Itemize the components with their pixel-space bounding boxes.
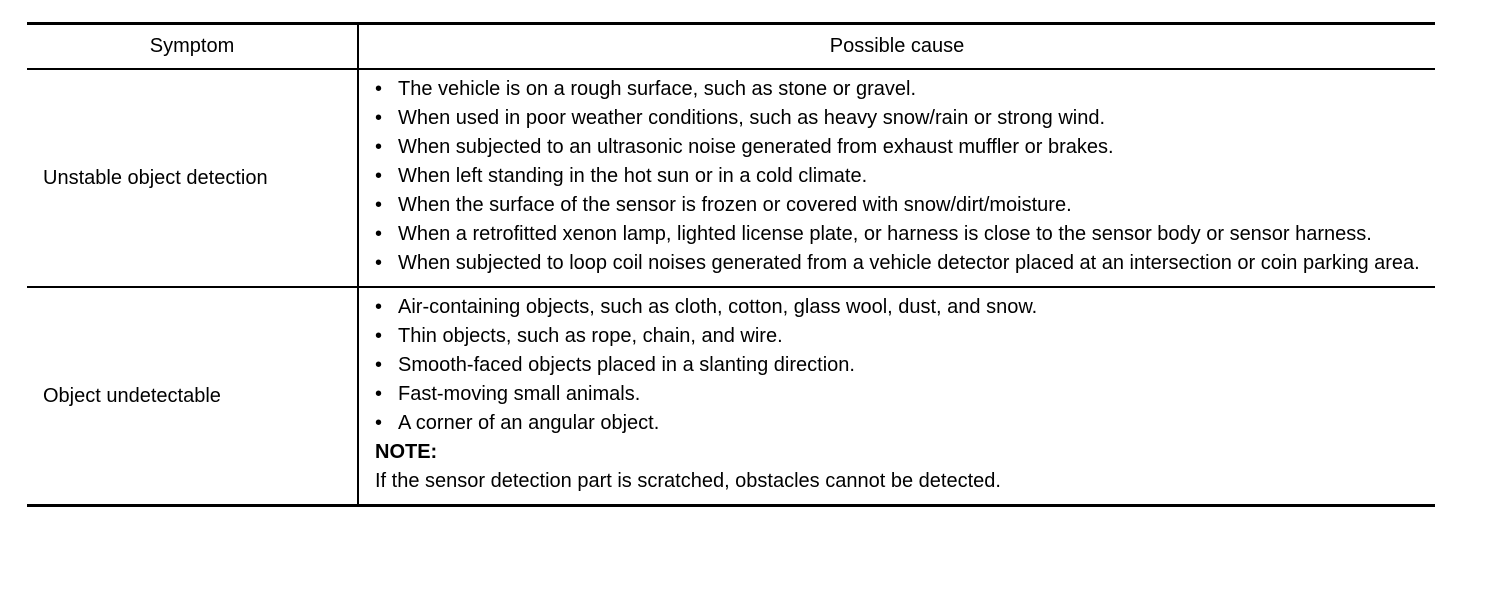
- list-item: [375, 162, 1429, 191]
- list-item: [375, 351, 1429, 380]
- table-row: [27, 69, 1435, 287]
- note-label: NOTE:: [375, 441, 438, 463]
- cause-text: When used in poor weather conditions, such as heavy snow/rain or strong wind.: [398, 107, 1106, 129]
- list-item: [375, 322, 1429, 351]
- cause-text: When subjected to an ultrasonic noise generated from exhaust muffler or brakes.: [398, 136, 1114, 158]
- bullet-icon: •: [375, 354, 383, 376]
- bullet-icon: •: [375, 252, 383, 274]
- list-item: [375, 191, 1429, 220]
- cause-text: When left standing in the hot sun or in a cold climate.: [398, 165, 868, 187]
- cause-list: [375, 293, 1429, 438]
- header-symptom: Symptom: [27, 24, 358, 70]
- bullet-icon: •: [375, 223, 383, 245]
- list-item: [375, 409, 1429, 438]
- bullet-icon: •: [375, 107, 383, 129]
- cause-text: When subjected to loop coil noises generated from a vehicle detector placed at an intersection or coin parking area.: [398, 252, 1420, 274]
- cause-text: Air-containing objects, such as cloth, cotton, glass wool, dust, and snow.: [398, 296, 1038, 318]
- symptom-cell: Unstable object detection: [27, 69, 358, 287]
- bullet-icon: •: [375, 165, 383, 187]
- bullet-icon: •: [375, 412, 383, 434]
- list-item: [375, 249, 1429, 278]
- bullet-icon: •: [375, 383, 383, 405]
- cause-text: When the surface of the sensor is frozen or covered with snow/dirt/moisture.: [398, 194, 1072, 216]
- cause-text: Thin objects, such as rope, chain, and wire.: [398, 325, 783, 347]
- bullet-icon: •: [375, 194, 383, 216]
- cause-text: Fast-moving small animals.: [398, 383, 641, 405]
- causes-cell: [358, 287, 1435, 506]
- list-item: [375, 75, 1429, 104]
- document-sheet: [27, 22, 1435, 507]
- bullet-icon: •: [375, 296, 383, 318]
- symptom-cell: Object undetectable: [27, 287, 358, 506]
- cause-text: A corner of an angular object.: [398, 412, 660, 434]
- list-item: [375, 220, 1429, 249]
- header-row: [27, 24, 1435, 70]
- bullet-icon: •: [375, 325, 383, 347]
- list-item: [375, 133, 1429, 162]
- bullet-icon: •: [375, 136, 383, 158]
- symptom-cause-table: [27, 22, 1435, 507]
- list-item: [375, 380, 1429, 409]
- cause-text: The vehicle is on a rough surface, such as stone or gravel.: [398, 78, 917, 100]
- table-row: [27, 287, 1435, 506]
- bullet-icon: •: [375, 78, 383, 100]
- header-possible-cause: Possible cause: [358, 24, 1435, 70]
- cause-text: Smooth-faced objects placed in a slanting direction.: [398, 354, 855, 376]
- list-item: [375, 293, 1429, 322]
- cause-list: [375, 75, 1429, 278]
- note-text: If the sensor detection part is scratched, obstacles cannot be detected.: [375, 470, 1001, 492]
- list-item: [375, 104, 1429, 133]
- cause-text: When a retrofitted xenon lamp, lighted license plate, or harness is close to the sensor body or sensor harness.: [398, 223, 1372, 245]
- causes-cell: [358, 69, 1435, 287]
